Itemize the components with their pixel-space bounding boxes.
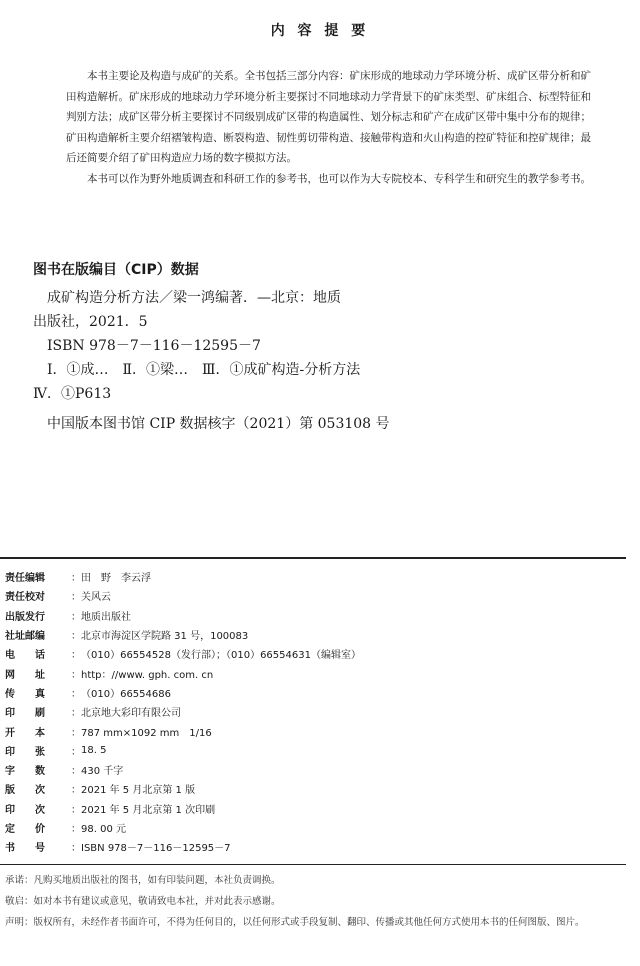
info-label: 定 价	[5, 824, 45, 835]
info-label: 书 号	[5, 843, 45, 855]
info-row-sheets: 印 张 ： 18. 5	[5, 741, 625, 760]
cip-classification: Ⅰ．①成… Ⅱ．①梁… Ⅲ．①成矿构造-分析方法	[47, 362, 361, 378]
summary-paragraph-2: 本书可以作为野外地质调查和科研工作的参考书，也可以作为大专院校本、专科学生和研究生的教学参考书。	[87, 172, 591, 185]
info-value: 2021 年 5 月北京第 1 版	[81, 785, 196, 797]
info-label: 开 本	[5, 727, 45, 739]
info-row-address: 社址邮编 ： 北京市海淀区学院路 31 号，100083	[5, 625, 625, 644]
cip-isbn: ISBN 978－7－116－12595－7	[47, 338, 261, 354]
info-label: 网 址	[5, 669, 45, 681]
info-label: 电 话	[5, 650, 45, 662]
info-value: 2021 年 5 月北京第 1 次印刷	[81, 804, 216, 816]
cip-title: 图书在版编目（CIP）数据	[33, 262, 199, 278]
info-label: 印 刷	[5, 708, 45, 720]
info-row-phone: 电 话 ： （010）66554528（发行部）；（010）66554631（编辑室）	[5, 644, 625, 663]
cip-record-number: 中国版本图书馆 CIP 数据核字（2021）第 053108 号	[47, 416, 390, 432]
info-label: 传 真	[5, 688, 45, 700]
info-row-format: 开 本 ： 787 mm×1092 mm 1/16	[5, 721, 625, 740]
info-row-word-count: 字 数 ： 430 千字	[5, 760, 625, 779]
info-value: 田 野 李云浮	[81, 573, 151, 585]
info-label: 版 次	[5, 785, 45, 797]
info-label: 印 次	[5, 804, 45, 816]
note-promise: 承诺：凡购买地质出版社的图书，如有印装问题，本社负责调换。	[5, 875, 281, 886]
cip-data-block	[33, 286, 623, 436]
info-row-website: 网 址 ： http：//www. gph. com. cn	[5, 663, 625, 682]
summary-paragraph-1: 本书主要论及构造与成矿的关系。全书包括三部分内容：矿床形成的地球动力学环境分析、成矿区带分析和矿田构造解析。矿床形成的地球动力学环境分析主要探讨不同地球动力学背景下的矿床类型、矿床组合、标型特征和判别方法；成矿区带分析主要探讨不同级别成矿区带的构造属性、划分标志和矿产在成矿区带中集中分布的规律；矿田构造解析主要介绍褶皱构造、断裂构造、韧性剪切带构造、接触带构造和火山构造的控矿特征和控矿规律；最后还简要介绍了矿田构造应力场的数字模拟方法。	[66, 70, 591, 164]
info-row-editor: 责任编辑 ： 田 野 李云浮	[5, 567, 625, 586]
page-heading: 内 容 提 要	[270, 23, 370, 39]
info-value: 关风云	[81, 592, 111, 604]
cip-publisher-line: 出版社，2021．5	[33, 314, 148, 330]
info-label: 责任校对	[5, 592, 45, 604]
info-value: 430 千字	[81, 766, 124, 778]
info-value: 北京地大彩印有限公司	[81, 708, 181, 720]
info-row-proofreader: 责任校对 ： 关风云	[5, 586, 625, 605]
info-label: 字 数	[5, 766, 45, 778]
info-row-printing: 印 次 ： 2021 年 5 月北京第 1 次印刷	[5, 799, 625, 818]
notes-block	[5, 870, 625, 933]
info-value: （010）66554528（发行部）；（010）66554631（编辑室）	[81, 650, 361, 662]
info-value: 787 mm×1092 mm 1/16	[81, 727, 212, 739]
info-value: 北京市海淀区学院路 31 号，100083	[81, 631, 249, 643]
cip-classification-2: Ⅳ．①P613	[33, 386, 112, 402]
info-row-publisher: 出版发行 ： 地质出版社	[5, 606, 625, 625]
info-row-fax: 传 真 ： （010）66554686	[5, 683, 625, 702]
cip-title-line: 成矿构造分析方法／梁一鸿编著．—北京：地质	[47, 290, 341, 306]
note-copyright: 声明：版权所有，未经作者书面许可，不得为任何目的，以任何形式或手段复制、翻印、传播或其他任何方式使用本书的任何图版、图片。	[5, 917, 585, 928]
info-label: 出版发行	[5, 611, 45, 623]
info-row-isbn: 书 号 ： ISBN 978－7－116－12595－7	[5, 837, 625, 856]
info-value: 98. 00 元	[81, 824, 126, 835]
info-value: ISBN 978－7－116－12595－7	[81, 843, 231, 855]
info-value: http：//www. gph. com. cn	[81, 669, 214, 681]
info-value: （010）66554686	[81, 688, 171, 700]
divider-top	[0, 557, 626, 559]
info-row-price: 定 价 ： 98. 00 元	[5, 818, 625, 837]
divider-bottom	[0, 864, 626, 865]
info-value: 地质出版社	[81, 611, 131, 623]
info-label: 印 张	[5, 746, 45, 758]
note-feedback: 敬启：如对本书有建议或意见，敬请致电本社，并对此表示感谢。	[5, 896, 281, 907]
info-row-printer: 印 刷 ： 北京地大彩印有限公司	[5, 702, 625, 721]
info-value: 18. 5	[81, 744, 107, 756]
info-label: 社址邮编	[5, 631, 45, 643]
info-label: 责任编辑	[5, 573, 45, 585]
publication-info-table	[5, 567, 625, 856]
info-row-edition: 版 次 ： 2021 年 5 月北京第 1 版	[5, 779, 625, 798]
content-summary	[66, 66, 596, 189]
